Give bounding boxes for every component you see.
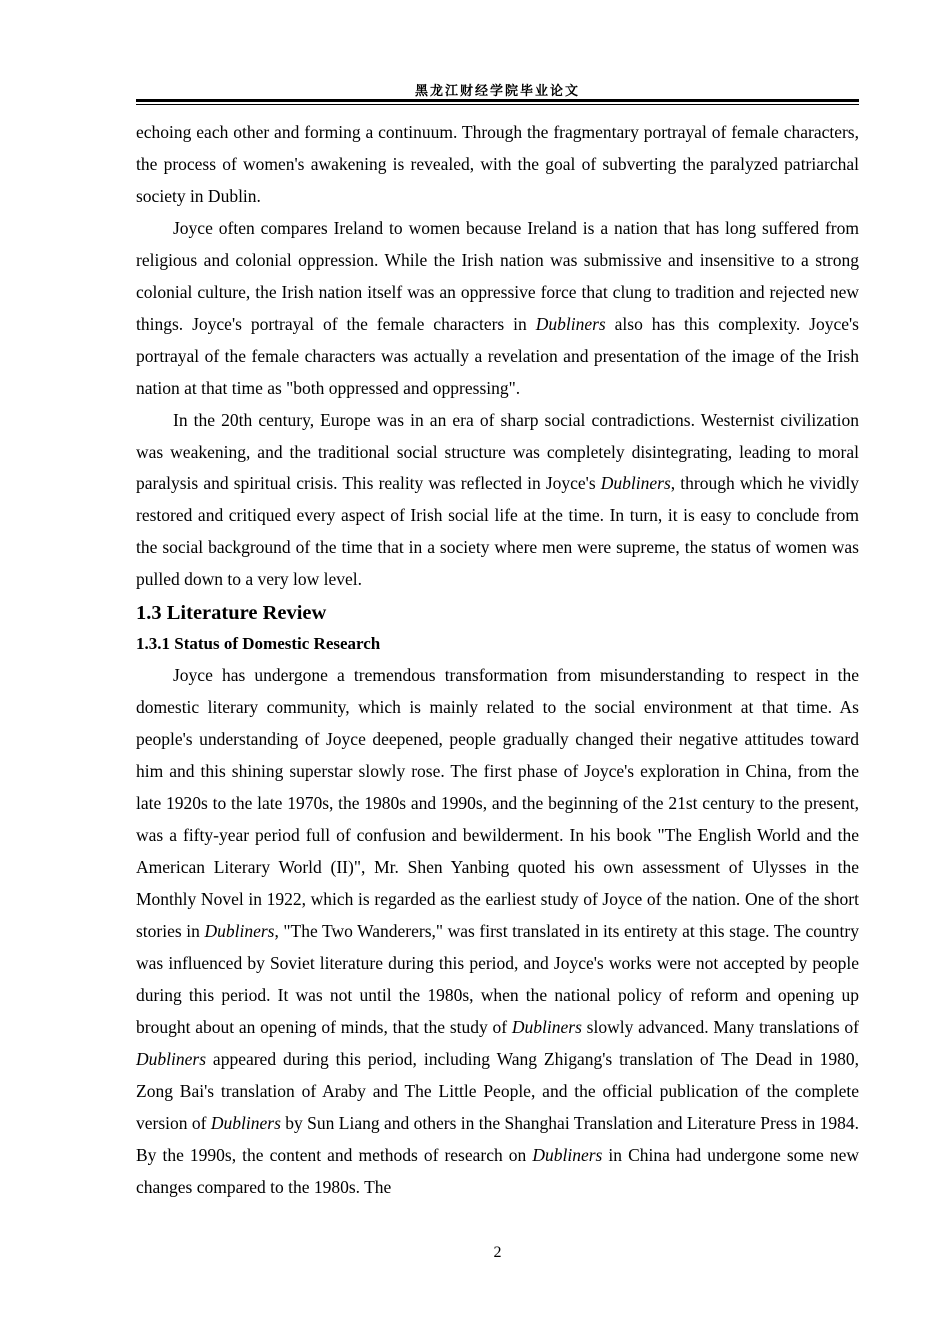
text-run: Joyce has undergone a tremendous transformation from misunderstanding to respect in the domestic literary community, which is mainly related to the social environment at that time. As people's understanding of Joyce deepened, people gradually changed their negative attitudes toward him and this shining superstar slowly rose. The first phase of Joyce's exploration in China, from the late 1920s to the late 1970s, the 1980s and 1990s, and the beginning of the 21st century to the present, was a fifty-year period full of confusion and bewilderment. In his book "The English World and the American Literary World (II)", Mr. Shen Yanbing quoted his own assessment of Ulysses in the Monthly Novel in 1922, which is regarded as the earliest study of Joyce of the nation. One of the short stories in [136, 665, 859, 941]
page-body [136, 117, 859, 1204]
subsection-heading: 1.3.1 Status of Domestic Research [136, 634, 381, 654]
italic-title: Dubliners [210, 1112, 281, 1133]
text-run: slowly advanced. Many translations of [581, 1016, 859, 1037]
text-run: in China had undergone some new changes compared to the 1980s. The [136, 1144, 860, 1197]
italic-title: Dubliners [136, 1048, 206, 1069]
body-paragraph [136, 660, 859, 1203]
page-number: 2 [493, 1244, 502, 1261]
italic-title: Dubliners [535, 313, 606, 334]
text-run: echoing each other and forming a continuum. Through the fragmentary portrayal of female characters, the process of women's awakening is revealed, with the goal of subverting the paralyzed patriarchal society in Dublin. [136, 122, 859, 206]
paragraphs-top [136, 117, 859, 596]
body-paragraph [136, 213, 859, 405]
running-header-title: 黑龙江财经学院毕业论文 [414, 84, 580, 99]
italic-title: Dubliners [511, 1016, 582, 1037]
italic-title: Dubliners [532, 1144, 603, 1165]
body-paragraph [136, 117, 859, 213]
text-run: also has this complexity. Joyce's portrayal of the female characters was actually a revelation and presentation of the image of the Irish nation at that time as "both oppressed and oppressing". [136, 313, 859, 398]
text-run: , "The Two Wanderers," was first translated in its entirety at this stage. The country was influenced by Soviet literature during this period, and Joyce's works were not accepted by people during this period. It was not until the 1980s, when the national policy of reform and opening up brought about an opening of minds, that the study of [136, 920, 859, 1037]
text-run: by Sun Liang and others in the Shanghai Translation and Literature Press in 1984. By the 1990s, the content and methods of research on [136, 1112, 859, 1165]
body-paragraph [136, 405, 859, 597]
paragraphs-bottom [136, 660, 859, 1203]
text-run: , through which he vividly restored and critiqued every aspect of Irish social life at the time. In turn, it is easy to conclude from the social background of the time that in a society where men were supreme, the status of women was pulled down to a very low level. [136, 473, 859, 590]
italic-title: Dubliners [600, 473, 671, 494]
header-rule-thick [136, 99, 859, 102]
italic-title: Dubliners [204, 920, 275, 941]
section-heading: 1.3 Literature Review [136, 602, 327, 625]
text-run: Joyce often compares Ireland to women because Ireland is a nation that has long suffered from religious and colonial oppression. While the Irish nation was submissive and insensitive to a strong colonial culture, the Irish nation itself was an oppressive force that clung to tradition and rejected new things. Joyce's portrayal of the female characters in [136, 217, 859, 334]
text-run: appeared during this period, including Wang Zhigang's translation of The Dead in 1980, Zong Bai's translation of Araby and The Little People, and the official publication of the complete version of [136, 1048, 859, 1133]
header-rule-thin [136, 104, 859, 105]
text-run: In the 20th century, Europe was in an era of sharp social contradictions. Westernist civilization was weakening, and the traditional social structure was completely disintegrating, leading to moral paralysis and spiritual crisis. This reality was reflected in Joyce's [136, 409, 859, 494]
